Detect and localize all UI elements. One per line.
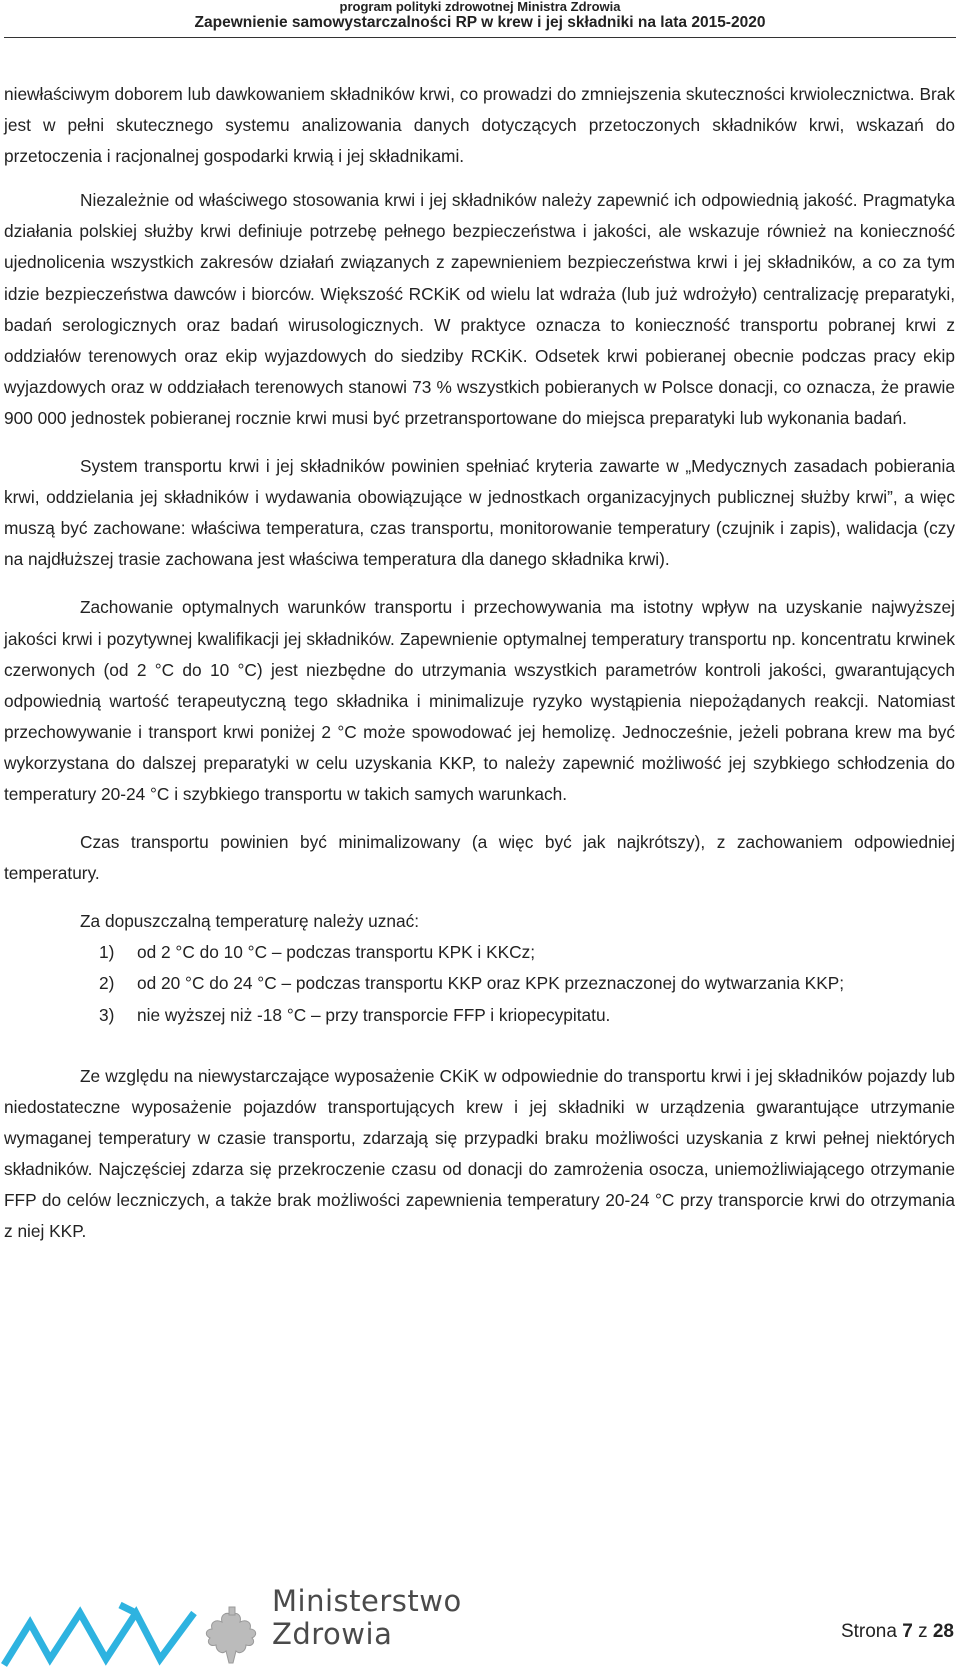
page-total: 28 [932, 1621, 954, 1642]
list-item-text: nie wyższej niż -18 °C – przy transporcie FFP i kriopecypitatu. [137, 1004, 611, 1025]
page-footer [0, 1585, 960, 1670]
header-divider [4, 37, 956, 38]
paragraph-6: Ze względu na niewystarczające wyposażenie CKiK w odpowiednie do transportu krwi i jej składników pojazdy lub niedostateczne wyposażenie pojazdów transportujących krew i jej składniki w urządzenia gwarantujące utrzymanie wymaganej temperatury w czasie transportu, zdarzają się przypadki braku możliwości uzyskania z krwi pełnej niektórych składników. Najczęściej zdarza się przekroczenie czasu od donacji do zamrożenia osocza, uniemożliwiającego otrzymanie FFP do celów leczniczych, a także brak możliwości zapewnienia temperatury 20-24 °C przy transporcie krwi do otrzymania z niej KKP. [4, 1065, 955, 1242]
paragraph-1: niewłaściwym doborem lub dawkowaniem składników krwi, co prowadzi do zmniejszenia skuteczności krwiolecznictwa. Brak jest w pełni skutecznego systemu analizowania danych dotyczących przetoczonych składników krwi, wskazań do przetoczenia i racjonalnej gospodarki krwią i jej składnikami. [4, 84, 955, 167]
page-number [841, 1621, 954, 1643]
paragraph-3: System transportu krwi i jej składników powinien spełniać kryteria zawarte w „Medycznych zasadach pobierania krwi, oddzielania jej składników i wydawania obowiązujące w jednostkach organizacyjnych publicznej służby krwi”, a więc muszą być zachowane: właściwa temperatura, czas transportu, monitorowanie temperatury (czujnik i zapis), walidacja (czy na najdłuższej trasie zachowana jest właściwa temperatura dla danego składnika krwi). [4, 456, 955, 570]
ministry-name-line2: Zdrowia [272, 1617, 393, 1651]
list-item-text: od 2 °C do 10 °C – podczas transportu KPK i KKCz; [137, 942, 536, 963]
page-header [0, 0, 960, 32]
list-item-number: 2) [99, 973, 115, 994]
temperature-list [4, 937, 955, 1030]
ministry-name [272, 1585, 462, 1651]
eagle-emblem-icon [206, 1607, 255, 1663]
header-document-title: Zapewnienie samowystarczalności RP w krew i jej składniki na lata 2015-2020 [194, 14, 766, 31]
list-item [4, 937, 955, 968]
page-current: 7 [902, 1621, 913, 1642]
ministry-name-line1: Ministerstwo [272, 1584, 462, 1618]
document-body [4, 79, 955, 1247]
list-item-text: od 20 °C do 24 °C – podczas transportu KKP oraz KPK przeznaczonej do wytwarzania KKP; [137, 973, 845, 994]
paragraph-5: Czas transportu powinien być minimalizowany (a więc być jak najkrótszy), z zachowaniem odpowiedniej temperatury. [4, 832, 955, 884]
paragraph-2: Niezależnie od właściwego stosowania krwi i jej składników należy zapewnić ich odpowiednią jakość. Pragmatyka działania polskiej służby krwi definiuje potrzebę pełnego bezpieczeństwa i jakości, ale wskazuje również na konieczność ujednolicenia wszystkich zakresów działań związanych z zapewnieniem bezpieczeństwa krwi i jej składników, a co za tym idzie bezpieczeństwa dawców i biorców. Większość RCKiK od wielu lat wdraża (lub już wdrożyło) centralizację preparatyki, badań serologicznych oraz badań wirusologicznych. W praktyce oznacza to konieczność transportu pobranej krwi z oddziałów terenowych oraz ekip wyjazdowych do siedziby RCKiK. Odsetek krwi pobieranej obecnie podczas pracy ekip wyjazdowych oraz w oddziałach terenowych stanowi 73 % wszystkich pobieranych w Polsce donacji, co oznacza, że prawie 900 000 jednostek pobieranej rocznie krwi musi być przetransportowane do miejsca preparatyki lub wykonania badań. [4, 190, 955, 428]
page-prefix: Strona [840, 1621, 897, 1642]
ministry-logo-icon [0, 1585, 270, 1670]
header-program-title: program polityki zdrowotnej Ministra Zdrowia [339, 0, 621, 14]
list-item-number: 3) [99, 1004, 115, 1025]
paragraph-4: Zachowanie optymalnych warunków transportu i przechowywania ma istotny wpływ na uzyskanie najwyższej jakości krwi i pozytywnej kwalifikacji jej składników. Zapewnienie optymalnej temperatury transportu np. koncentratu krwinek czerwonych (od 2 °C do 10 °C) jest niezbędne do utrzymania wszystkich parametrów kontroli jakości, gwarantujących odpowiednią wartość terapeutyczną tego składnika i minimalizuje ryzyko wystąpienia niepożądanych reakcji. Natomiast przechowywanie i transport krwi poniżej 2 °C może spowodować jej hemolizę. Jednocześnie, jeżeli pobrana krew ma być wykorzystana do dalszej preparatyki w celu uzyskania KKP, to należy zapewnić możliwość jej szybkiego schłodzenia do temperatury 20-24 °C i szybkiego transportu w takich samych warunkach. [4, 597, 955, 804]
list-intro: Za dopuszczalną temperaturę należy uznać: [80, 911, 420, 932]
list-item [4, 968, 955, 999]
page-separator: z [918, 1621, 928, 1642]
list-item-number: 1) [99, 942, 115, 963]
list-item [4, 1000, 955, 1031]
